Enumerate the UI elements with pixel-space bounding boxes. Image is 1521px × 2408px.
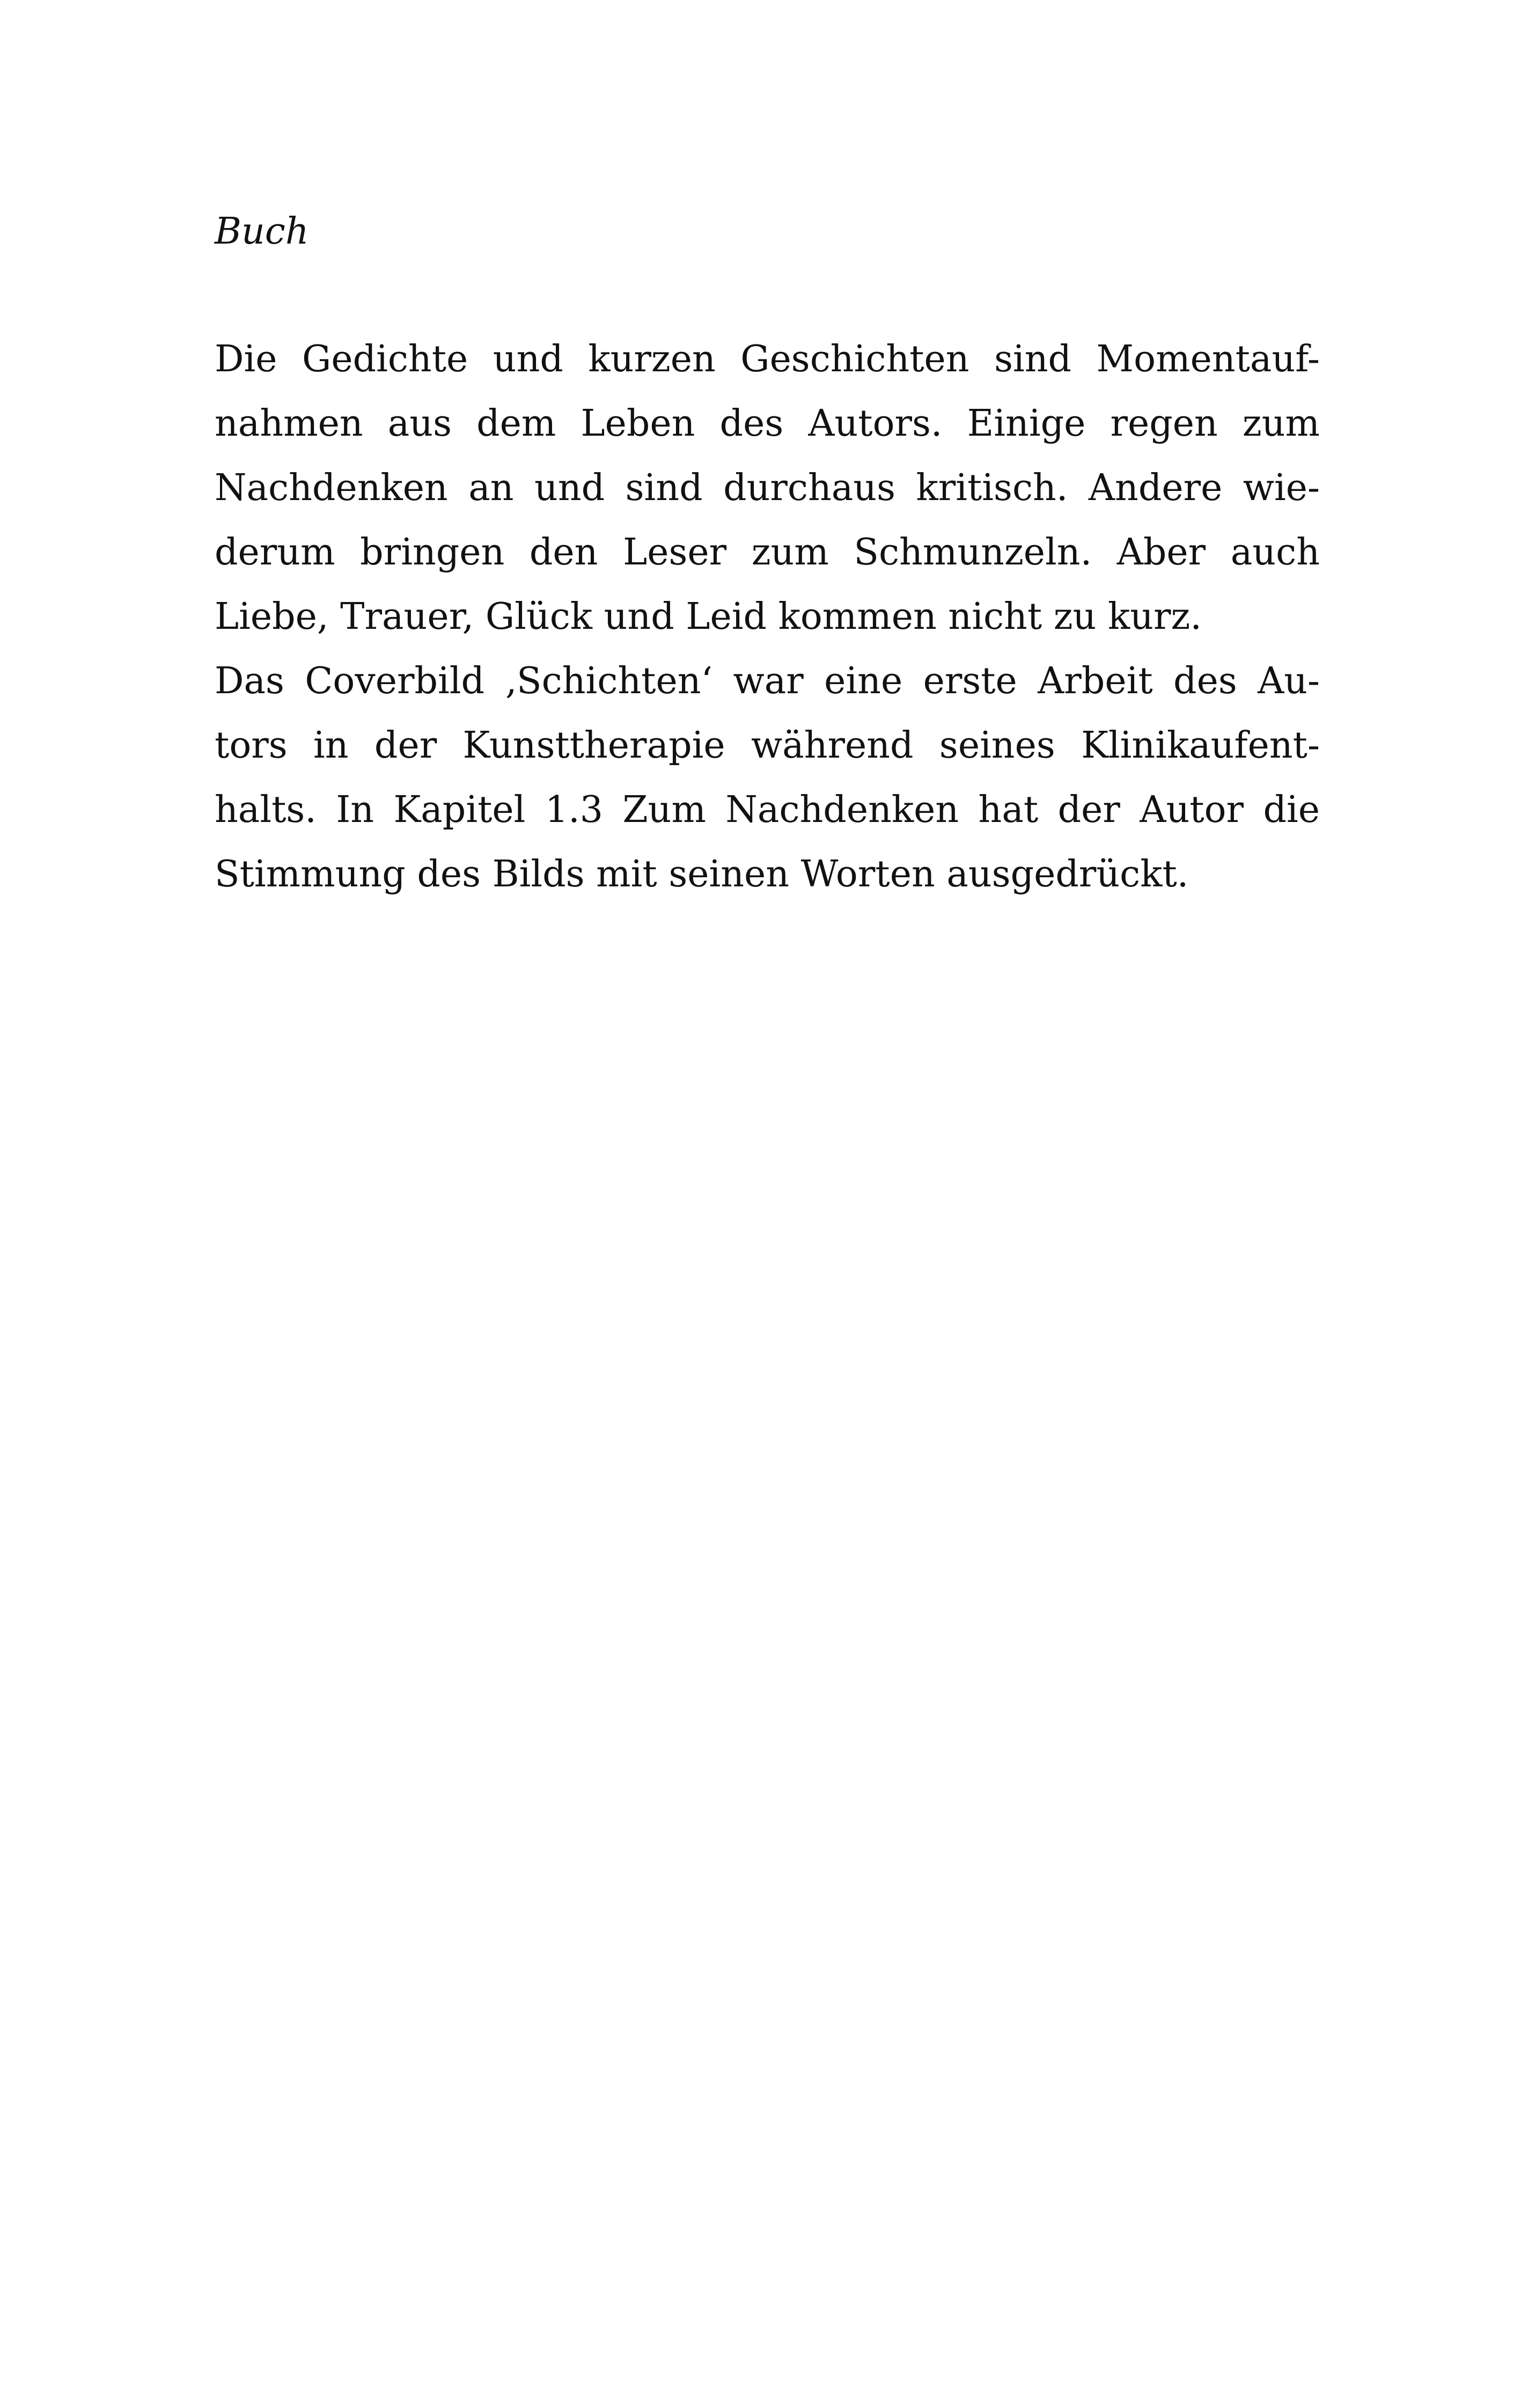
section-heading: Buch bbox=[215, 210, 309, 253]
text-line: nahmen aus dem Leben des Autors. Einige regen zum bbox=[215, 402, 1320, 445]
text-line: derum bringen den Leser zum Schmunzeln. Aber auch bbox=[215, 531, 1320, 574]
book-description bbox=[215, 327, 1320, 907]
text-line: tors in der Kunsttherapie während seines Klinikaufent- bbox=[215, 724, 1320, 767]
text-line: Nachdenken an und sind durchaus kritisch. Andere wie- bbox=[215, 467, 1320, 509]
text-line: Stimmung des Bilds mit seinen Worten ausgedrückt. bbox=[215, 853, 1189, 895]
text-line: Die Gedichte und kurzen Geschichten sind Momentauf- bbox=[215, 338, 1320, 380]
text-line: halts. In Kapitel 1.3 Zum Nachdenken hat der Autor die bbox=[215, 789, 1320, 831]
text-line: Das Coverbild ‚Schichten‘ war eine erste Arbeit des Au- bbox=[215, 660, 1320, 702]
text-line: Liebe, Trauer, Glück und Leid kommen nicht zu kurz. bbox=[215, 596, 1202, 638]
